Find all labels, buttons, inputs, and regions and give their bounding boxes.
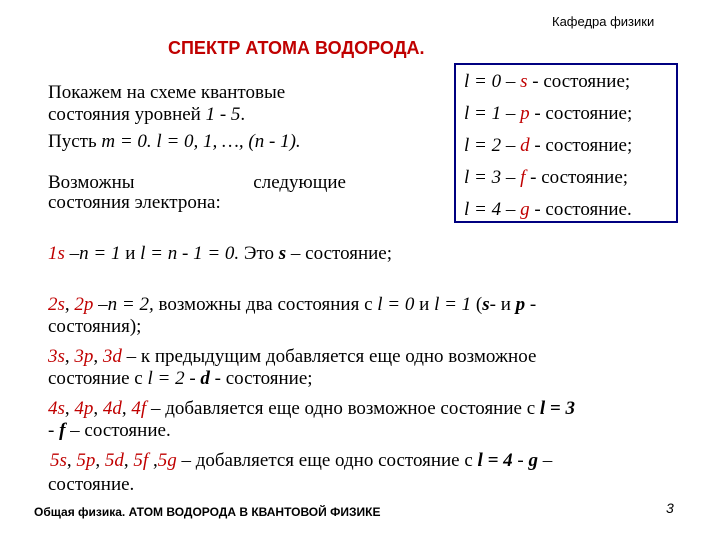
orbital-line [464, 135, 632, 157]
state-label: 5s [50, 450, 67, 471]
orbital-l: l = 3 – [464, 167, 521, 188]
state-text: состояние с [48, 368, 148, 389]
orbital-l: l = 4 – [464, 199, 521, 220]
state-text: и [125, 243, 141, 264]
orbital-letter: g [520, 199, 530, 220]
state-sep: , [66, 450, 77, 471]
state-2-line2: состояния); [48, 316, 142, 337]
state-sep: , [95, 450, 105, 471]
intro-line-5: состояния электрона: [48, 192, 221, 213]
intro-word: Покажем на схеме квантовые [48, 82, 286, 103]
state-sep: , [123, 450, 134, 471]
intro-text: Пусть [48, 131, 102, 152]
state-2s-2p [48, 294, 536, 316]
page-number: 3 [666, 500, 674, 516]
intro-word: следующие [253, 172, 346, 193]
state-text: – состояние. [65, 420, 171, 441]
intro-line-3 [48, 131, 301, 153]
department-label: Кафедра физики [552, 14, 655, 29]
state-letter: s [482, 294, 490, 315]
intro-line-2 [48, 104, 245, 126]
slide-title: СПЕКТР АТОМА ВОДОРОДА. [168, 38, 425, 58]
orbital-l: l = 1 – [464, 103, 521, 124]
state-text: – добавляется еще одно состояние с [176, 450, 478, 471]
orbital-letter: f [520, 167, 526, 188]
orbital-state: - состояние; [525, 167, 629, 188]
state-sep: , [93, 346, 103, 367]
orbital-l: l = 2 – [464, 135, 521, 156]
state-sep: , [121, 398, 132, 419]
state-formula: l = 4 [477, 450, 513, 471]
state-letter: d [200, 368, 210, 389]
state-text: и [414, 294, 435, 315]
state-sep: , [64, 398, 75, 419]
orbital-l: l = 0 – [464, 71, 521, 92]
state-label: 5f [133, 450, 149, 471]
state-letter: f [59, 420, 66, 441]
intro-word: Возможны [48, 172, 135, 193]
intro-dot: . [240, 104, 246, 125]
state-letter: s [278, 243, 287, 264]
orbital-states-box [454, 63, 678, 223]
state-label: 4s [48, 398, 65, 419]
state-5 [50, 450, 552, 472]
state-text: - [48, 420, 60, 441]
state-3 [48, 346, 536, 368]
state-text: - состояние; [209, 368, 313, 389]
orbital-state: - состояние. [529, 199, 632, 220]
state-text: ( [471, 294, 483, 315]
footer-course-title: Общая физика. АТОМ ВОДОРОДА В КВАНТОВОЙ ФИЗИКЕ [34, 505, 381, 519]
state-text: – к предыдущим добавляется еще одно возможное [121, 346, 537, 367]
state-text: Это [239, 243, 279, 264]
state-formula: l = 3 [539, 398, 575, 419]
state-sep: , [148, 450, 158, 471]
state-text: - [525, 294, 537, 315]
state-label: 3d [102, 346, 122, 367]
state-text: –n = 1 [64, 243, 126, 264]
orbital-line [464, 71, 630, 93]
state-label: 4f [131, 398, 147, 419]
state-text: – состояние; [286, 243, 392, 264]
intro-line-1-text [48, 82, 350, 104]
state-4-line2 [48, 420, 171, 442]
state-text: –n = 2, [93, 294, 159, 315]
state-sep: , [64, 294, 75, 315]
state-formula: l = 1 [434, 294, 472, 315]
state-label: 4p [74, 398, 94, 419]
state-label: 2s [48, 294, 65, 315]
state-label: 3p [74, 346, 94, 367]
state-label: 2p [74, 294, 94, 315]
state-5-line2: состояние. [48, 474, 135, 495]
intro-quantum-numbers: m = 0. l = 0, 1, …, (n - 1). [101, 131, 301, 152]
state-label: 5g [157, 450, 177, 471]
state-formula: l = 0 [377, 294, 415, 315]
intro-line-1 [48, 82, 350, 104]
state-text: возможны два состояния с [158, 294, 378, 315]
orbital-line [464, 199, 632, 221]
state-sep: , [64, 346, 75, 367]
state-4 [48, 398, 575, 420]
state-text: - [512, 450, 529, 471]
state-label: 1s [48, 243, 65, 264]
state-text: - и [489, 294, 516, 315]
state-label: 5d [104, 450, 124, 471]
orbital-letter: s [520, 71, 528, 92]
intro-text: состояния уровней [48, 104, 206, 125]
state-label: 5p [76, 450, 96, 471]
state-label: 4d [102, 398, 122, 419]
state-label: 3s [48, 346, 65, 367]
orbital-state: - состояние; [529, 135, 633, 156]
state-letter: g [528, 450, 538, 471]
state-text: – [537, 450, 553, 471]
state-formula: l = n - 1 = 0. [140, 243, 240, 264]
state-formula: l = 2 [147, 368, 185, 389]
state-sep: , [93, 398, 103, 419]
orbital-line [464, 167, 628, 189]
state-letter: p [515, 294, 526, 315]
state-3-line2 [48, 368, 313, 390]
state-text: – добавляется еще одно возможное состояние с [146, 398, 540, 419]
orbital-letter: p [520, 103, 530, 124]
orbital-letter: d [520, 135, 530, 156]
orbital-state: - состояние; [529, 103, 633, 124]
intro-line-4 [48, 172, 346, 194]
orbital-state: - состояние; [527, 71, 631, 92]
state-1s [48, 243, 392, 265]
orbital-line [464, 103, 632, 125]
intro-levels: 1 - 5 [205, 104, 241, 125]
state-text: - [184, 368, 201, 389]
